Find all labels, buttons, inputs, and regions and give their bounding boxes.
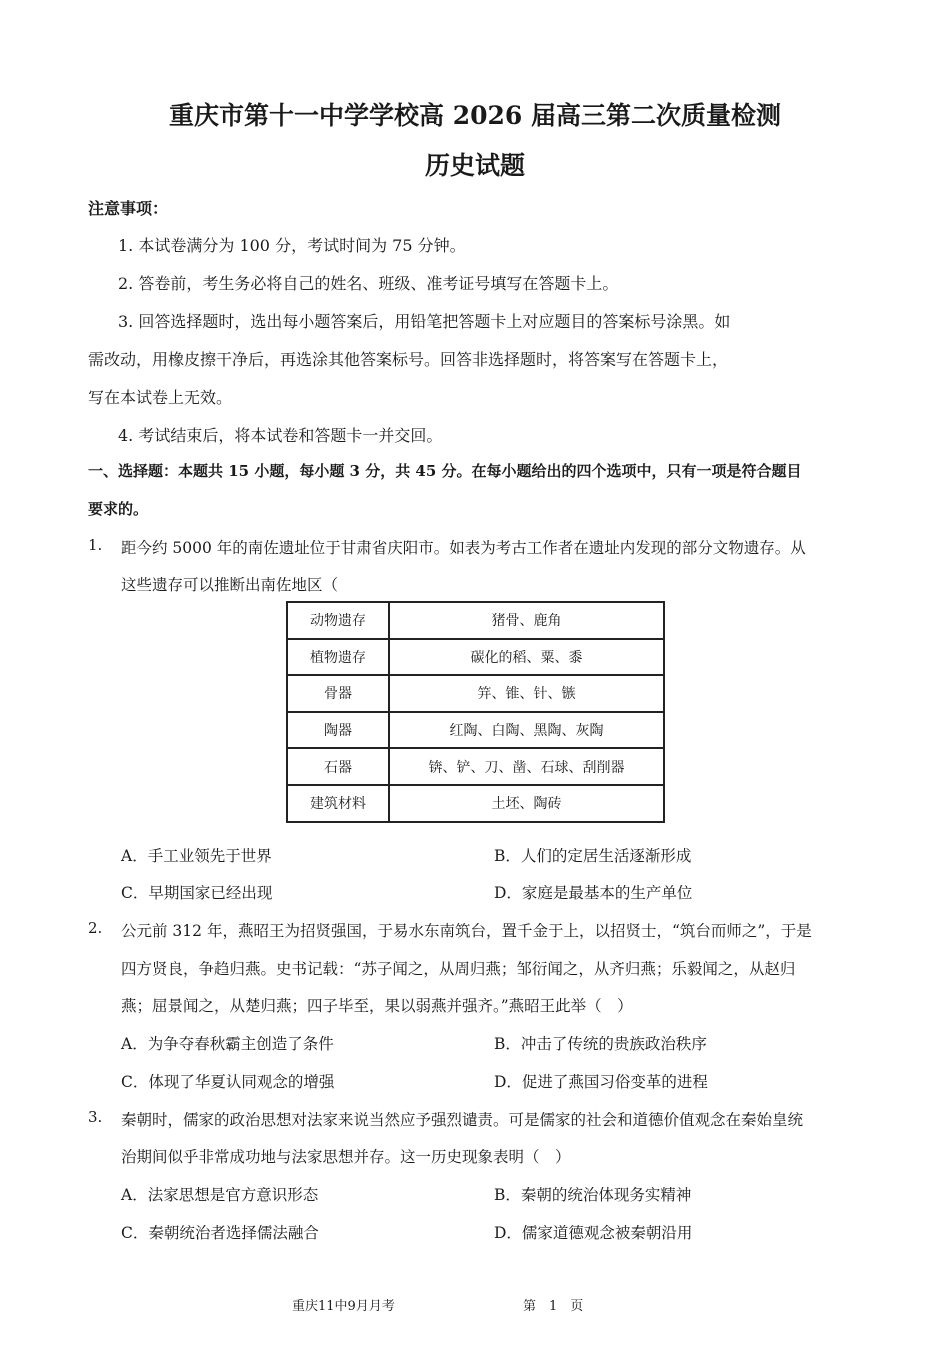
option-b[interactable]: B．冲击了传统的贵族政治秩序 <box>494 1035 707 1053</box>
option-d[interactable]: D．儒家道德观念被秦朝沿用 <box>494 1224 693 1242</box>
table-cell-category: 石器 <box>287 748 389 785</box>
option-a[interactable]: A．为争夺春秋霸主创造了条件 <box>121 1035 334 1053</box>
footer-exam-name: 重庆11中9月月考 <box>292 1299 395 1314</box>
option-a[interactable]: A．手工业领先于世界 <box>121 847 272 865</box>
table-cell-items: 猪骨、鹿角 <box>389 602 664 639</box>
notice-line: 需改动，用橡皮擦干净后，再选涂其他答案标号。回答非选择题时，将答案写在答题卡上， <box>88 350 729 369</box>
notice-line: 写在本试卷上无效。 <box>88 388 233 407</box>
table-cell-items: 碳化的稻、粟、黍 <box>389 639 664 676</box>
table-row <box>287 785 664 822</box>
question-text: 公元前 312 年，燕昭王为招贤强国，于易水东南筑台，置千金于上，以招贤士，“筑台而师之”，于是 <box>121 922 812 940</box>
question-number: 2. <box>88 919 103 937</box>
table-row <box>287 712 664 749</box>
table-cell-category: 建筑材料 <box>287 785 389 822</box>
table-cell-category: 动物遗存 <box>287 602 389 639</box>
table-cell-items: 笄、锥、针、镞 <box>389 675 664 712</box>
notice-line: 3. 回答选择题时，选出每小题答案后，用铅笔把答题卡上对应题目的答案标号涂黑。如 <box>118 312 731 331</box>
exam-subtitle: 历史试题 <box>424 151 525 180</box>
question-number: 1. <box>88 536 103 554</box>
section-heading-cont: 要求的。 <box>88 500 149 518</box>
notice-line: 2. 答卷前，考生务必将自己的姓名、班级、准考证号填写在答题卡上。 <box>118 274 619 293</box>
question-text: 这些遗存可以推断出南佐地区（ <box>121 576 339 594</box>
table-row <box>287 748 664 785</box>
table-cell-items: 土坯、陶砖 <box>389 785 664 822</box>
option-c[interactable]: C．早期国家已经出现 <box>121 884 273 902</box>
table-cell-category: 陶器 <box>287 712 389 749</box>
notice-heading: 注意事项： <box>88 199 169 218</box>
option-d[interactable]: D．家庭是最基本的生产单位 <box>494 884 693 902</box>
notice-line: 4. 考试结束后，将本试卷和答题卡一并交回。 <box>118 426 443 445</box>
question-number: 3. <box>88 1108 103 1126</box>
table-cell-items: 锛、铲、刀、凿、石球、刮削器 <box>389 748 664 785</box>
option-b[interactable]: B．秦朝的统治体现务实精神 <box>494 1186 692 1204</box>
question-text: 距今约 5000 年的南佐遗址位于甘肃省庆阳市。如表为考古工作者在遗址内发现的部分文物遗存。从 <box>121 539 806 557</box>
table-row <box>287 639 664 676</box>
question-text: 秦朝时，儒家的政治思想对法家来说当然应予强烈谴责。可是儒家的社会和道德价值观念在秦始皇统 <box>121 1111 804 1129</box>
relics-table <box>286 601 665 823</box>
option-c[interactable]: C．秦朝统治者选择儒法融合 <box>121 1224 319 1242</box>
footer-page-number: 第 1 页 <box>523 1299 584 1314</box>
question-text: 治期间似乎非常成功地与法家思想并存。这一历史现象表明（ ） <box>121 1148 571 1166</box>
table-cell-category: 植物遗存 <box>287 639 389 676</box>
table-row <box>287 602 664 639</box>
question-text: 燕；屈景闻之，从楚归燕；四子毕至，果以弱燕并强齐。”燕昭王此举（ ） <box>121 997 633 1015</box>
section-heading: 一、选择题：本题共 15 小题，每小题 3 分，共 45 分。在每小题给出的四个选项中，只有一项是符合题目 <box>88 462 802 480</box>
option-a[interactable]: A．法家思想是官方意识形态 <box>121 1186 319 1204</box>
exam-title: 重庆市第十一中学学校高 2026 届高三第二次质量检测 <box>169 101 781 130</box>
option-b[interactable]: B．人们的定居生活逐渐形成 <box>494 847 692 865</box>
table-row <box>287 675 664 712</box>
question-text: 四方贤良，争趋归燕。史书记载：“苏子闻之，从周归燕；邹衍闻之，从齐归燕；乐毅闻之，从赵归 <box>121 960 796 978</box>
table-cell-category: 骨器 <box>287 675 389 712</box>
table-cell-items: 红陶、白陶、黑陶、灰陶 <box>389 712 664 749</box>
option-c[interactable]: C．体现了华夏认同观念的增强 <box>121 1073 335 1091</box>
option-d[interactable]: D．促进了燕国习俗变革的进程 <box>494 1073 708 1091</box>
notice-line: 1. 本试卷满分为 100 分，考试时间为 75 分钟。 <box>118 236 466 255</box>
